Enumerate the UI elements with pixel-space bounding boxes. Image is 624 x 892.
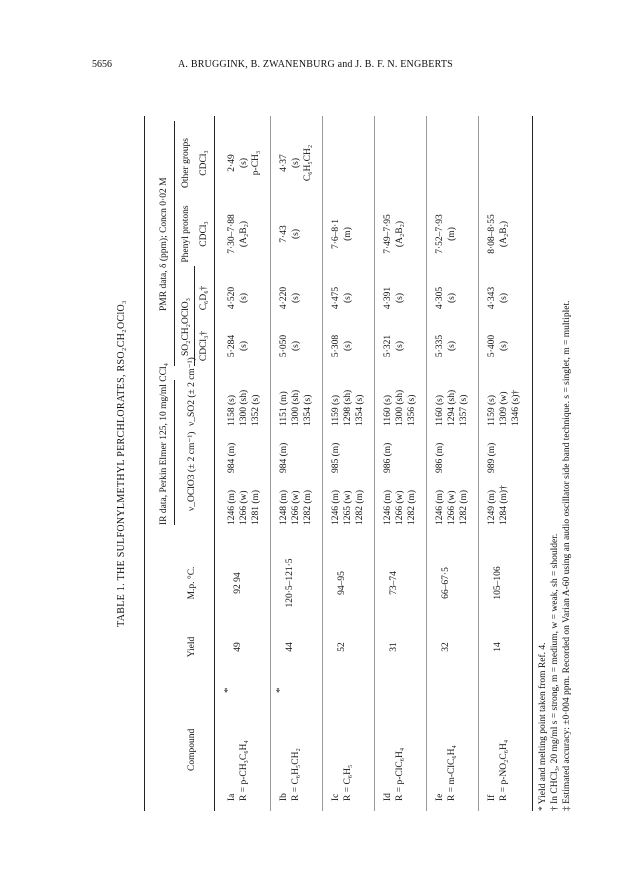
v-so2-value: 1300 (sh) bbox=[239, 389, 249, 426]
phenyl-value: 7·30–7·88 bbox=[227, 214, 237, 254]
header-cdcl3-dagger: CDCl₃† bbox=[199, 330, 209, 362]
row-divider bbox=[478, 116, 479, 811]
footnote-3: ‡ Estimated accuracy: ±0·004 ppm. Recorded on Varian A-60 using an audio oscillator side band technique. s = singlet, m = multiplet. bbox=[562, 300, 572, 811]
pmr-group-header: PMR data, δ (ppm); Concn 0·02 M bbox=[159, 177, 169, 311]
other-group-value: (s) bbox=[291, 157, 301, 169]
v-so2-value: 1356 (s) bbox=[407, 394, 417, 426]
compound-r-group: R = C₆H₅ bbox=[343, 764, 353, 801]
other-group-value: C₆H₅CH₂ bbox=[303, 144, 313, 182]
yield-value: 49 bbox=[233, 642, 243, 652]
so2ch2-cdcl3-value: 5·308 bbox=[331, 334, 341, 358]
sulfonylmethyl-perchlorates-table bbox=[114, 116, 574, 811]
so2ch2-c6d6-value: (s) bbox=[499, 292, 509, 304]
header-v-so2: ν_SO2 (± 2 cm⁻¹) bbox=[187, 357, 197, 426]
other-group-value: p-CH₃ bbox=[251, 150, 261, 176]
ir-group-rule bbox=[174, 380, 175, 525]
mp-value: 73–74 bbox=[389, 571, 399, 595]
other-group-value: 2·49 bbox=[227, 154, 237, 172]
table-caption: TABLE 1. THE SULFONYLMETHYL PERCHLORATES, RSO₂CH₂OClO₃ bbox=[116, 300, 127, 627]
v-so2-value: 1352 (s) bbox=[251, 394, 261, 426]
header-other: Other groups bbox=[181, 138, 191, 188]
header-c6d6-dagger: C₆D₆† bbox=[199, 285, 209, 311]
yield-value: 52 bbox=[337, 642, 347, 652]
phenyl-value: (m) bbox=[447, 227, 457, 241]
v-oclo3-value: 1248 (m) bbox=[279, 489, 289, 525]
v-so2-value: 1158 (s) bbox=[227, 394, 237, 426]
compound-r-group: R = C₆H₅CH₂ bbox=[291, 748, 301, 801]
v-so2-value: 1298 (sh) bbox=[343, 389, 353, 426]
v-oclo3-value: 1246 (m) bbox=[227, 489, 237, 525]
so2ch2-c6d6-value: 4·475 bbox=[331, 286, 341, 310]
bottom-rule bbox=[532, 116, 533, 811]
v-so2-value: 1354 (s) bbox=[355, 394, 365, 426]
yield-value: 31 bbox=[389, 642, 399, 652]
v-oclo3-secondary: 989 (m) bbox=[487, 442, 497, 473]
header-mp: M.p. °C. bbox=[187, 566, 197, 600]
compound-r-group: R = p-NO₂C₆H₄ bbox=[499, 739, 509, 801]
phenyl-value: (s) bbox=[291, 228, 301, 240]
running-authors: A. BRUGGINK, B. ZWANENBURG and J. B. F. N. ENGBERTS bbox=[178, 59, 453, 70]
so2-subrule bbox=[194, 266, 195, 366]
so2ch2-cdcl3-value: (s) bbox=[291, 340, 301, 352]
other-group-value: 4·37 bbox=[279, 154, 289, 172]
yield-value: 32 bbox=[441, 642, 451, 652]
header-yield: Yield bbox=[187, 636, 197, 658]
yield-value: 44 bbox=[285, 642, 295, 652]
top-rule bbox=[144, 116, 145, 811]
compound-id: Ia bbox=[227, 793, 237, 801]
v-oclo3-secondary: 984 (m) bbox=[227, 442, 237, 473]
v-oclo3-value: 1281 (m) bbox=[251, 489, 261, 525]
v-oclo3-value: 1284 (m)† bbox=[499, 485, 509, 525]
row-divider bbox=[374, 116, 375, 811]
so2ch2-cdcl3-value: 5·321 bbox=[383, 334, 393, 358]
so2ch2-c6d6-value: (s) bbox=[291, 292, 301, 304]
v-oclo3-value: 1246 (m) bbox=[383, 489, 393, 525]
v-oclo3-value: 1246 (m) bbox=[435, 489, 445, 525]
header-cdcl3-other: CDCl₃ bbox=[199, 150, 209, 176]
mp-value: 94–95 bbox=[337, 571, 347, 595]
v-oclo3-secondary: 984 (m) bbox=[279, 442, 289, 473]
v-oclo3-secondary: 985 (m) bbox=[331, 442, 341, 473]
header-cdcl3-phenyl: CDCl₃ bbox=[199, 221, 209, 247]
asterisk-mark: * bbox=[222, 687, 234, 693]
compound-r-group: R = m-ClC₆H₄ bbox=[447, 745, 457, 801]
so2ch2-c6d6-value: 4·520 bbox=[227, 286, 237, 310]
v-oclo3-value: 1266 (w) bbox=[291, 490, 301, 525]
v-oclo3-value: 1266 (w) bbox=[447, 490, 457, 525]
ir-group-header: IR data, Perkin Elmer 125, 10 mg/ml CCl₄ bbox=[159, 363, 169, 525]
phenyl-value: 7·43 bbox=[279, 225, 289, 243]
phenyl-value: 7·52–7·93 bbox=[435, 214, 445, 254]
so2ch2-cdcl3-value: (s) bbox=[343, 340, 353, 352]
so2ch2-cdcl3-value: (s) bbox=[499, 340, 509, 352]
header-compound: Compound bbox=[187, 728, 197, 771]
v-so2-value: 1300 (sh) bbox=[395, 389, 405, 426]
header-v-oclo3: ν_OClO3 (± 2 cm⁻¹) bbox=[187, 431, 197, 511]
footnote-1: * Yield and melting point taken from Ref. 4. bbox=[538, 642, 548, 811]
v-so2-value: 1300 (sh) bbox=[291, 389, 301, 426]
asterisk-mark: * bbox=[274, 687, 286, 693]
so2ch2-cdcl3-value: (s) bbox=[395, 340, 405, 352]
so2ch2-cdcl3-value: 5·284 bbox=[227, 334, 237, 358]
compound-id: If bbox=[487, 794, 497, 801]
phenyl-value: (A₂B₂) bbox=[499, 220, 509, 248]
header-phenyl: Phenyl protons bbox=[181, 205, 191, 263]
so2ch2-c6d6-value: (s) bbox=[395, 292, 405, 304]
v-oclo3-value: 1266 (w) bbox=[239, 490, 249, 525]
v-so2-value: 1294 (sh) bbox=[447, 389, 457, 426]
so2ch2-cdcl3-value: 5·335 bbox=[435, 334, 445, 358]
v-oclo3-secondary: 986 (m) bbox=[383, 442, 393, 473]
v-oclo3-value: 1282 (m) bbox=[459, 489, 469, 525]
v-so2-value: 1346 (s)† bbox=[511, 389, 521, 426]
compound-id: Ib bbox=[279, 793, 289, 801]
so2ch2-cdcl3-value: (s) bbox=[239, 340, 249, 352]
so2ch2-cdcl3-value: 5·050 bbox=[279, 334, 289, 358]
phenyl-value: 7·6–8·1 bbox=[331, 218, 341, 250]
phenyl-value: 7·49–7·95 bbox=[383, 214, 393, 254]
v-so2-value: 1357 (s) bbox=[459, 394, 469, 426]
row-divider bbox=[270, 116, 271, 811]
v-oclo3-value: 1266 (w) bbox=[395, 490, 405, 525]
v-so2-value: 1309 (w) bbox=[499, 391, 509, 426]
v-oclo3-value: 1282 (m) bbox=[303, 489, 313, 525]
so2ch2-cdcl3-value: (s) bbox=[447, 340, 457, 352]
v-oclo3-value: 1265 (w) bbox=[343, 490, 353, 525]
so2ch2-c6d6-value: (s) bbox=[343, 292, 353, 304]
compound-r-group: R = p-CH₃C₆H₄ bbox=[239, 740, 249, 801]
v-so2-value: 1159 (s) bbox=[331, 394, 341, 426]
header-bottom-rule bbox=[214, 116, 215, 811]
so2ch2-c6d6-value: 4·343 bbox=[487, 286, 497, 310]
phenyl-value: 8·08–8·55 bbox=[487, 214, 497, 254]
mp-value: 66–67·5 bbox=[441, 567, 451, 599]
row-divider bbox=[426, 116, 427, 811]
phenyl-value: (A₂B₂) bbox=[239, 220, 249, 248]
mp-value: 92 94 bbox=[233, 572, 243, 594]
v-so2-value: 1159 (s) bbox=[487, 394, 497, 426]
page-header bbox=[0, 59, 624, 75]
so2ch2-c6d6-value: 4·220 bbox=[279, 286, 289, 310]
so2ch2-c6d6-value: (s) bbox=[239, 292, 249, 304]
mp-value: 120·5–121·5 bbox=[285, 558, 295, 608]
v-oclo3-value: 1246 (m) bbox=[331, 489, 341, 525]
other-group-value: (s) bbox=[239, 157, 249, 169]
rotated-table-region bbox=[114, 116, 574, 811]
compound-id: Ie bbox=[435, 793, 445, 801]
compound-r-group: R = p-ClC₆H₄ bbox=[395, 747, 405, 801]
v-oclo3-value: 1282 (m) bbox=[355, 489, 365, 525]
pmr-group-rule bbox=[174, 121, 175, 366]
phenyl-value: (A₂B₂) bbox=[395, 220, 405, 248]
so2ch2-c6d6-value: (s) bbox=[447, 292, 457, 304]
yield-value: 14 bbox=[493, 642, 503, 652]
v-oclo3-value: 1282 (m) bbox=[407, 489, 417, 525]
v-oclo3-secondary: 986 (m) bbox=[435, 442, 445, 473]
v-oclo3-value: 1249 (m) bbox=[487, 489, 497, 525]
compound-id: Id bbox=[383, 793, 393, 801]
footnote-2: † In CHCl₃, 20 mg/ml s = strong, m = medium, w = weak, sh = shoulder. bbox=[550, 533, 560, 811]
v-so2-value: 1160 (s) bbox=[383, 394, 393, 426]
header-so2ch2oclo3: SO₂CH₂OClO₃ bbox=[181, 298, 191, 356]
mp-value: 105–106 bbox=[493, 566, 503, 600]
so2ch2-c6d6-value: 4·305 bbox=[435, 286, 445, 310]
v-so2-value: 1151 (m) bbox=[279, 391, 289, 426]
v-so2-value: 1354 (s) bbox=[303, 394, 313, 426]
compound-id: Ic bbox=[331, 793, 341, 801]
so2ch2-c6d6-value: 4·391 bbox=[383, 286, 393, 310]
so2ch2-cdcl3-value: 5·400 bbox=[487, 334, 497, 358]
row-divider bbox=[322, 116, 323, 811]
v-so2-value: 1160 (s) bbox=[435, 394, 445, 426]
phenyl-value: (m) bbox=[343, 227, 353, 241]
page-number: 5656 bbox=[92, 59, 112, 70]
